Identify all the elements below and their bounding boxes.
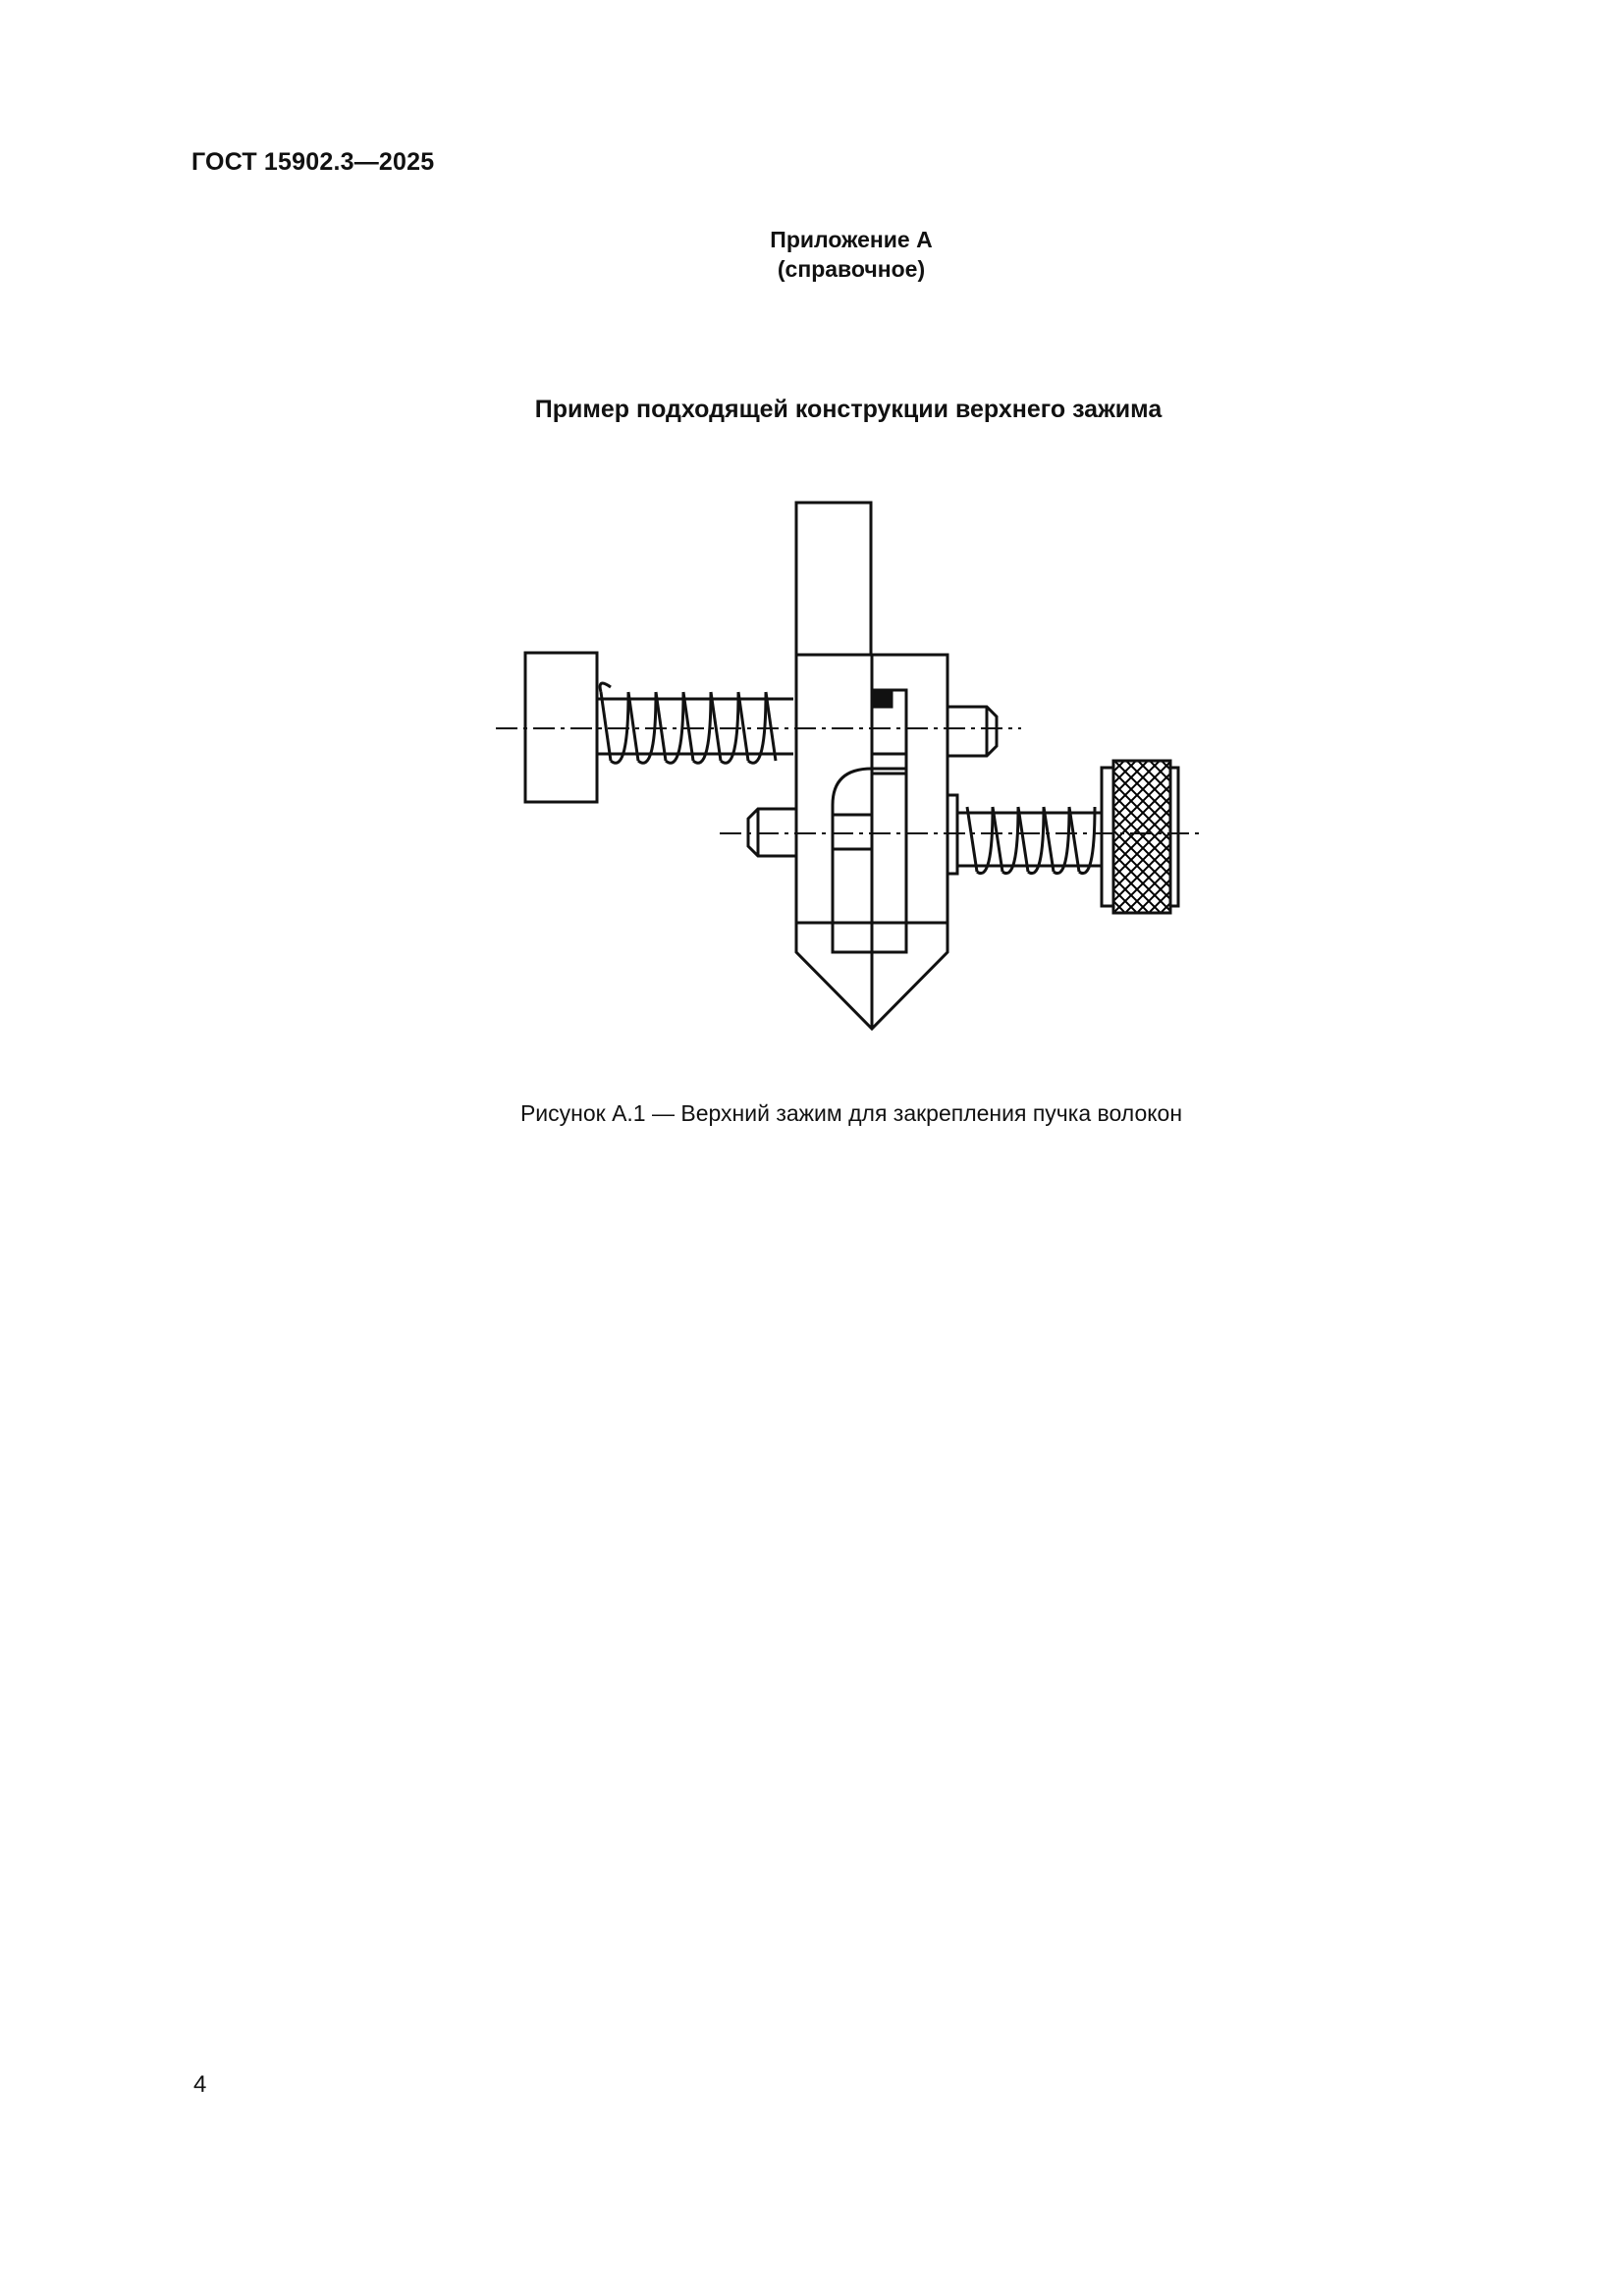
left-spring bbox=[597, 683, 793, 763]
page-number: 4 bbox=[193, 2071, 207, 2098]
page-title: Пример подходящей конструкции верхнего зажима bbox=[534, 396, 1163, 423]
figure-caption: Рисунок А.1 — Верхний зажим для закрепления пучка волокон bbox=[519, 1100, 1183, 1126]
clamp-inner-jaw bbox=[833, 769, 906, 952]
appendix-title: Приложение А bbox=[770, 227, 933, 252]
clamp-shank bbox=[796, 503, 871, 655]
upper-pin bbox=[947, 707, 997, 756]
document-id: ГОСТ 15902.3—2025 bbox=[191, 148, 435, 176]
knurled-knob bbox=[1113, 761, 1170, 913]
appendix-type: (справочное) bbox=[777, 256, 926, 282]
clamp-drawing bbox=[491, 491, 1237, 1050]
